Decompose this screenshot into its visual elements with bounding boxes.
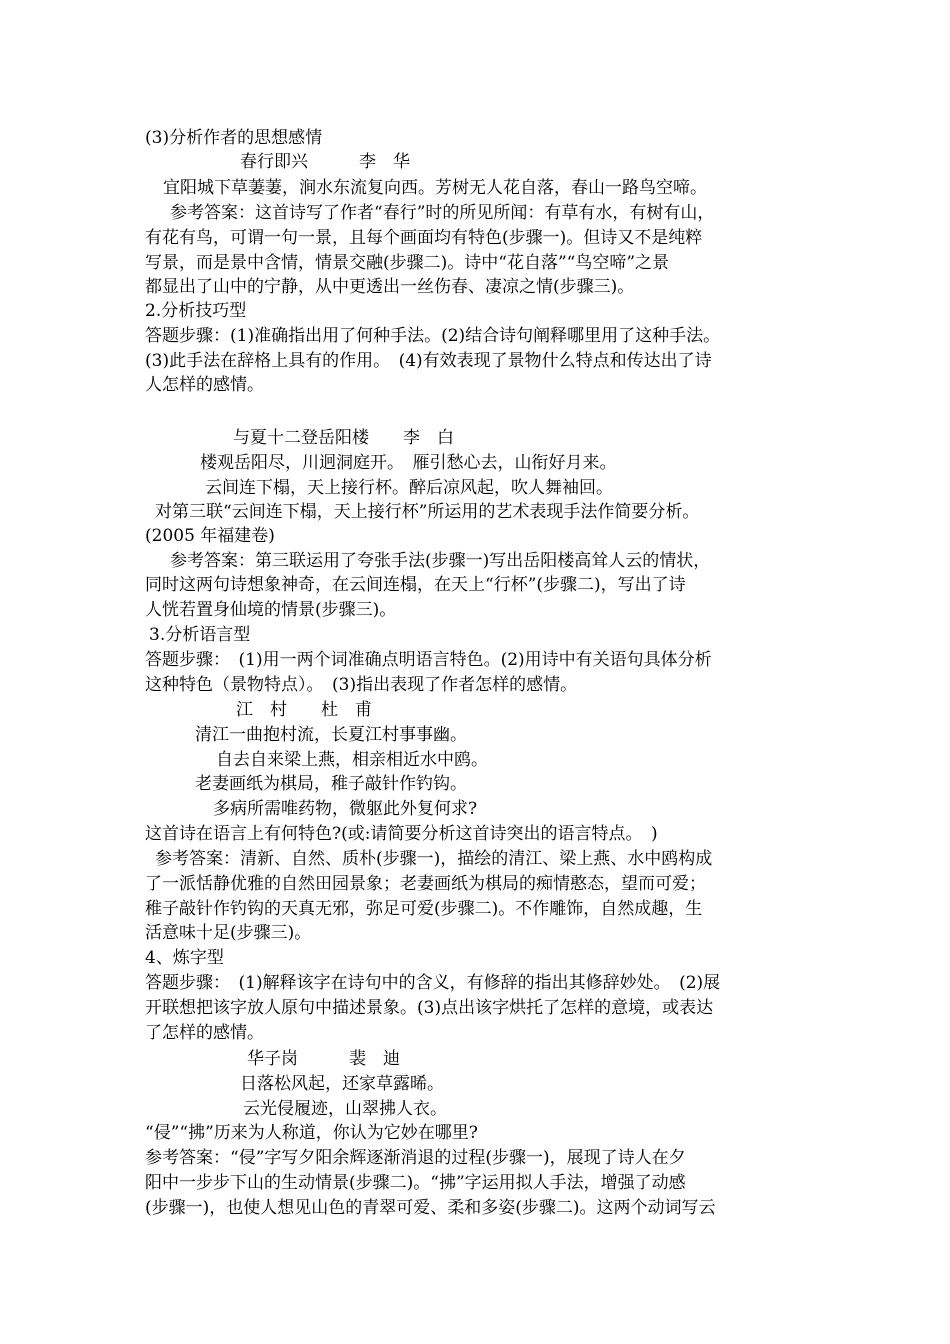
text-line: 写景，而是景中含情，情景交融(步骤二)。诗中“花自落”“鸟空啼”之景 <box>145 253 670 273</box>
text-line: 稚子敲针作钓钩的天真无邪，弥足可爱(步骤二)。不作雕饰，自然成趣，生 <box>145 899 703 919</box>
text-line: 答题步骤：(1)准确指出用了何种手法。(2)结合诗句阐释哪里用了这种手法。 <box>145 326 721 346</box>
text-line: 了怎样的感情。 <box>145 1023 264 1043</box>
text-line: 都显出了山中的宁静，从中更透出一丝伤春、凄凉之情(步骤三)。 <box>145 277 635 297</box>
text-line: 参考答案：第三联运用了夸张手法(步骤一)写出岳阳楼高耸人云的情状， <box>170 551 711 571</box>
poem-text: 云光侵履迹，山翠拂人衣。 <box>243 1099 447 1119</box>
text-line: 有花有鸟，可谓一句一景，且每个画面均有特色(步骤一)。但诗又不是纯粹 <box>145 228 703 248</box>
text-line: 这首诗在语言上有何特色?(或:请简要分析这首诗突出的语言特点。 ) <box>145 824 658 844</box>
text-line: “侵”“拂”历来为人称道，你认为它妙在哪里? <box>145 1123 478 1143</box>
text-line: 对第三联“云间连下榻，天上接行杯”所运用的艺术表现手法作简要分析。 <box>155 502 700 522</box>
text-line: (3)此手法在辞格上具有的作用。 (4)有效表现了景物什么特点和传达出了诗 <box>145 351 712 371</box>
text-line: 参考答案：清新、自然、质朴(步骤一)，描绘的清江、梁上燕、水中鸥构成 <box>155 849 713 869</box>
section-heading: 2.分析技巧型 <box>145 301 247 321</box>
text-line: 答题步骤： (1)用一两个词准确点明语言特色。(2)用诗中有关语句具体分析 <box>145 650 712 670</box>
poem-text: 老妻画纸为棋局，稚子敲针作钓钩。 <box>195 774 467 794</box>
poem-text: 楼观岳阳尽，川迥洞庭开。 雁引愁心去，山衔好月来。 <box>200 453 617 473</box>
section-heading: 4、炼字型 <box>145 948 224 968</box>
text-line: 参考答案：“侵”字写夕阳余辉逐渐消退的过程(步骤一)，展现了诗人在夕 <box>145 1148 686 1168</box>
poem-title: 春行即兴 李 华 <box>240 152 410 172</box>
section-heading: 3.分析语言型 <box>149 625 251 645</box>
text-line: 这种特色（景物特点）。 (3)指出表现了作者怎样的感情。 <box>145 675 578 695</box>
text-line: (步骤一)，也使人想见山色的青翠可爱、柔和多姿(步骤二)。这两个动词写云 <box>145 1198 716 1218</box>
poem-text: 云间连下榻，天上接行杯。醉后凉风起，吹人舞袖回。 <box>205 478 613 498</box>
poem-title: 江 村 杜 甫 <box>236 700 372 720</box>
poem-title: 与夏十二登岳阳楼 李 白 <box>233 428 454 448</box>
text-line: 人怎样的感情。 <box>145 375 264 395</box>
poem-text: 清江一曲抱村流，长夏江村事事幽。 <box>195 725 467 745</box>
text-line: (2005 年福建卷) <box>145 526 275 546</box>
text-line: 人恍若置身仙境的情景(步骤三)。 <box>145 600 397 620</box>
poem-text: 日落松风起，还家草露晞。 <box>240 1074 444 1094</box>
poem-title: 华子岗 裴 迪 <box>247 1049 400 1069</box>
text-line: (3)分析作者的思想感情 <box>145 128 323 148</box>
text-line: 参考答案：这首诗写了作者“春行”时的所见所闻：有草有水，有树有山， <box>170 203 715 223</box>
poem-text: 宜阳城下草萋萋，涧水东流复向西。芳树无人花自落，春山一路鸟空啼。 <box>163 178 707 198</box>
poem-text: 自去自来梁上燕，相亲相近水中鸥。 <box>216 750 488 770</box>
text-line: 答题步骤： (1)解释该字在诗句中的含义，有修辞的指出其修辞妙处。 (2)展 <box>145 973 721 993</box>
text-line: 活意味十足(步骤三)。 <box>145 923 312 943</box>
text-line: 了一派恬静优雅的自然田园景象；老妻画纸为棋局的痴情憨态，望而可爱； <box>145 874 706 894</box>
text-line: 开联想把该字放人原句中描述景象。(3)点出该字烘托了怎样的意境，或表达 <box>145 998 714 1018</box>
text-line: 阳中一步步下山的生动情景(步骤二)。“拂”字运用拟人手法，增强了动感 <box>145 1173 686 1193</box>
text-line: 同时这两句诗想象神奇，在云间连榻，在天上“行杯”(步骤二)，写出了诗 <box>145 575 686 595</box>
poem-text: 多病所需唯药物，微躯此外复何求? <box>213 799 478 819</box>
